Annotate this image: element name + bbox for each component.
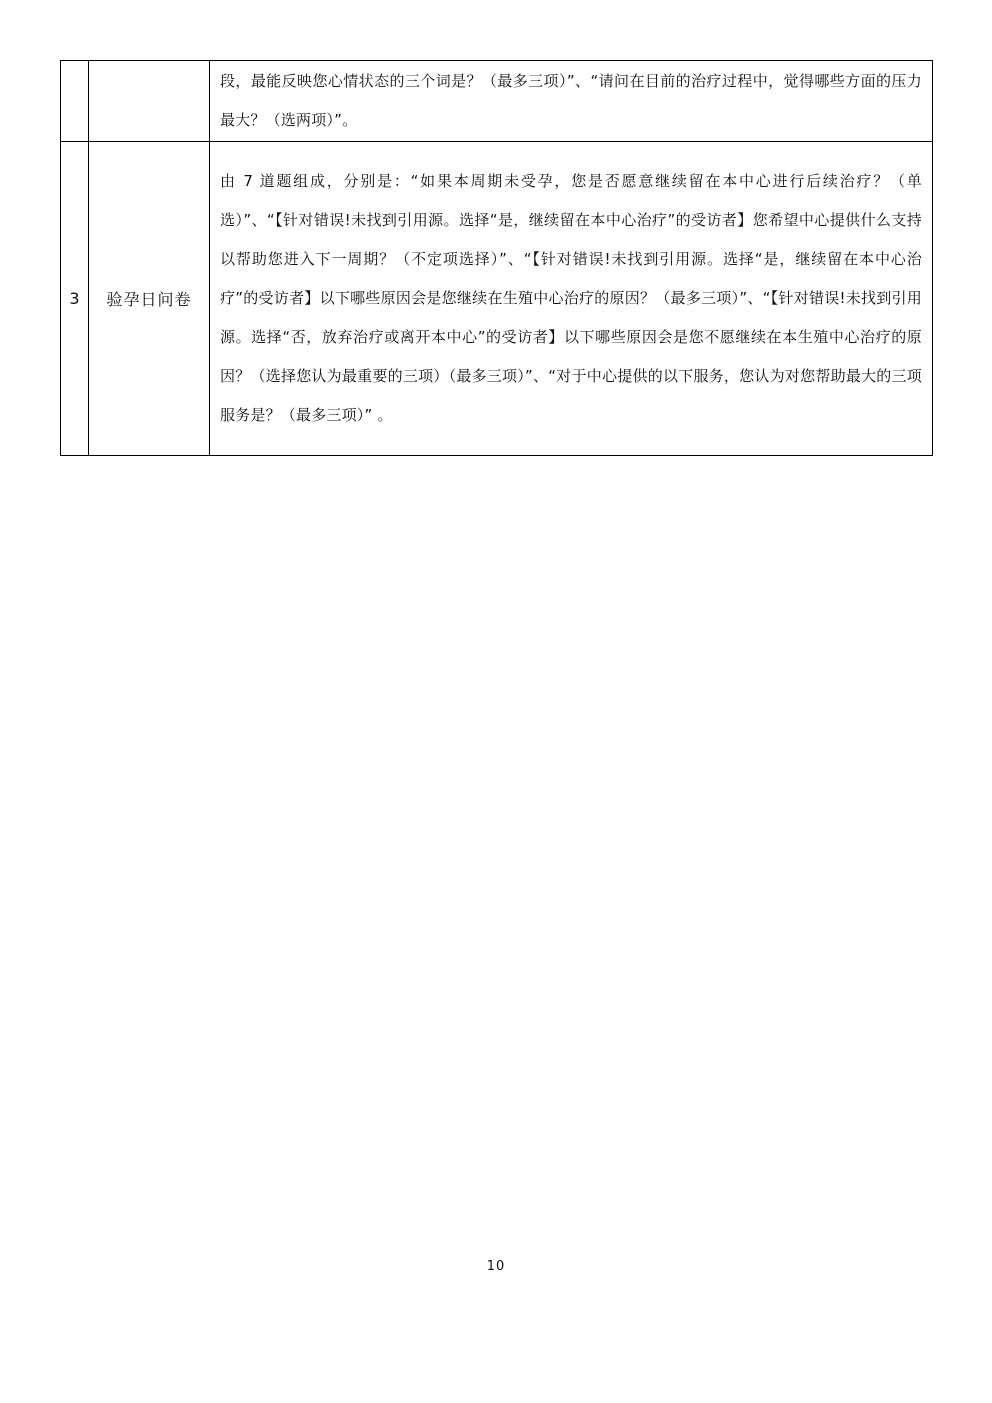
page-number: 10 — [486, 1259, 506, 1274]
questionnaire-table — [60, 60, 933, 456]
row-number-cell: 3 — [61, 142, 89, 456]
questionnaire-description-cell: 由 7 道题组成，分别是：“如果本周期未受孕，您是否愿意继续留在本中心进行后续治疗？（单选）”、“【针对错误!未找到引用源。选择“是，继续留在本中心治疗”的受访者】您希望中心提供什么支持以帮助您进入下一周期？（不定项选择）”、“【针对错误!未找到引用源。选择“是，继续留在本中心治疗”的受访者】以下哪些原因会是您继续在生殖中心治疗的原因？（最多三项）”、“【针对错误!未找到引用源。选择“否，放弃治疗或离开本中心”的受访者】以下哪些原因会是您不愿继续在本生殖中心治疗的原因？（选择您认为最重要的三项）（最多三项）”、“对于中心提供的以下服务，您认为对您帮助最大的三项服务是？（最多三项）” 。 — [210, 142, 933, 456]
row-number-cell — [61, 61, 89, 142]
questionnaire-name-cell: 验孕日问卷 — [89, 142, 210, 456]
questionnaire-name-cell — [89, 61, 210, 142]
questionnaire-description-cell: 段，最能反映您心情状态的三个词是？（最多三项）”、“请问在目前的治疗过程中，觉得哪些方面的压力最大？（选两项）”。 — [210, 61, 933, 142]
table-row — [61, 142, 933, 456]
table-row — [61, 61, 933, 142]
